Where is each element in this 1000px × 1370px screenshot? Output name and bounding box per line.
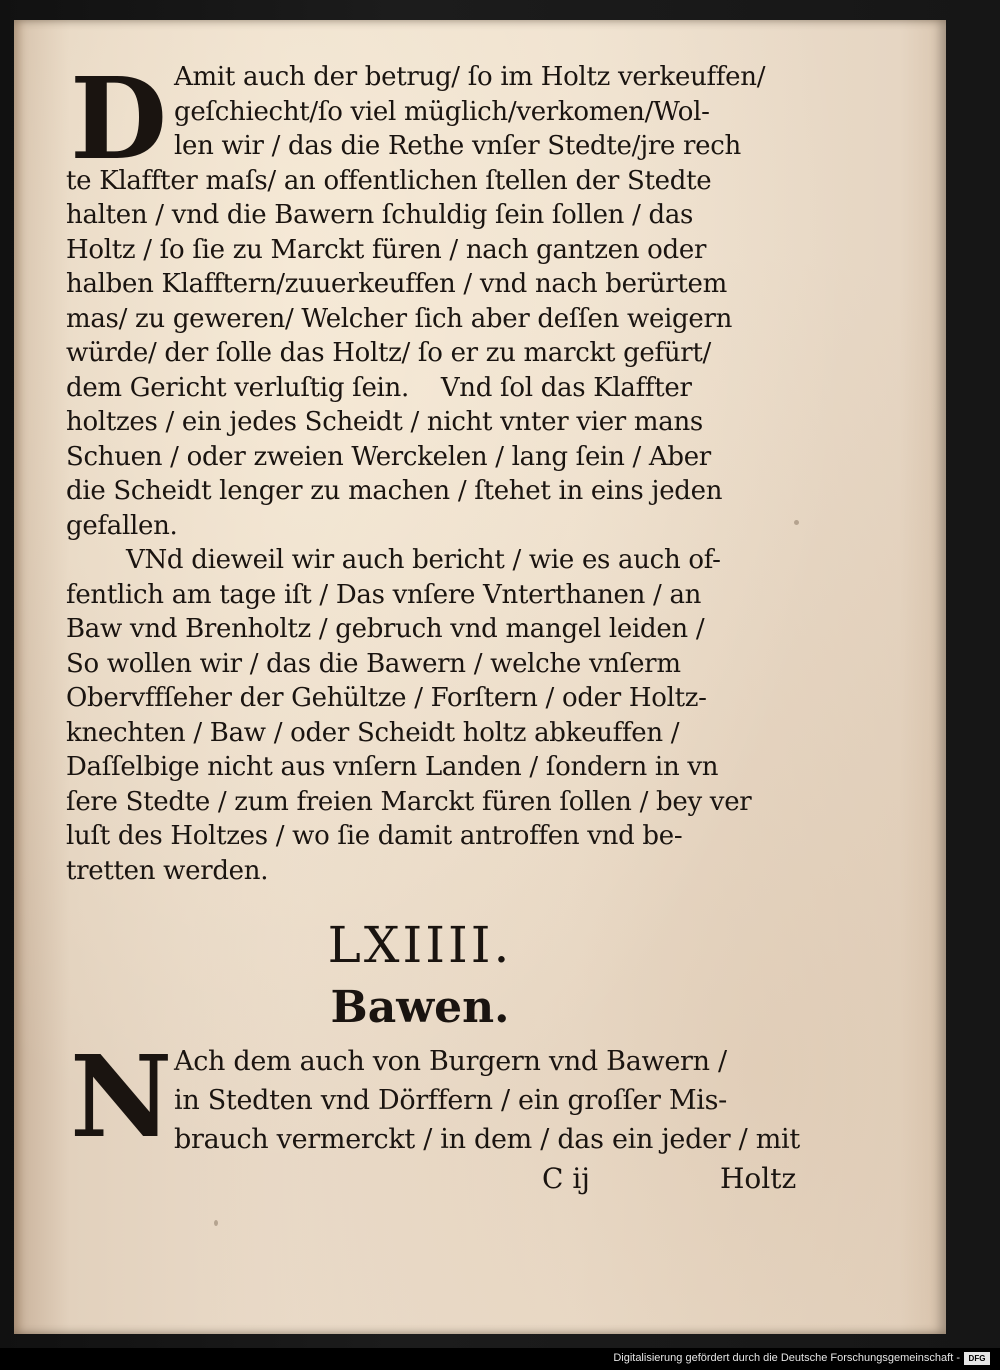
catchword: Holtz <box>720 1162 797 1195</box>
footer-bar <box>0 1348 1000 1370</box>
text-line: halten / vnd die Bawern ſchuldig ſein ſollen / das <box>66 200 694 230</box>
text-line: knechten / Baw / oder Scheidt holtz abkeuffen / <box>66 717 680 748</box>
text-line: ſere Stedte / zum freien Marckt füren ſollen / bey ver <box>66 786 752 817</box>
text-line: in Stedten vnd Dörffern / ein groſſer Mis- <box>174 1085 728 1116</box>
text-line: halben Klafftern/zuuerkeuffen / vnd nach berürtem <box>66 269 727 299</box>
text-line: Schuen / oder zweien Werckelen / lang ſein / Aber <box>66 441 711 472</box>
text-line: len wir / das die Rethe vnſer Stedte/jre rech <box>174 131 741 161</box>
text-line: Obervffſeher der Gehültze / Forſtern / oder Holtz- <box>66 683 707 713</box>
text-line: holtzes / ein jedes Scheidt / nicht vnter vier mans <box>66 407 703 437</box>
section-1-text <box>66 60 826 888</box>
funding-credit: Digitalisierung gefördert durch die Deutsche Forschungsgemeinschaft - <box>613 1352 960 1364</box>
text-line: So wollen wir / das die Bawern / welche vnſerm <box>66 648 681 679</box>
text-line: Baw vnd Brenholtz / gebruch vnd mangel leiden / <box>66 614 705 644</box>
text-line: Amit auch der betrug/ ſo im Holtz verkeuffen/ <box>174 62 766 92</box>
text-line: Ach dem auch von Burgern vnd Bawern / <box>174 1046 727 1077</box>
text-line: mas/ zu geweren/ Welcher ſich aber deſſen weigern <box>66 303 733 334</box>
text-line: fentlich am tage iſt / Das vnſere Vnterthanen / an <box>66 579 702 610</box>
text-line: tretten werden. <box>66 855 269 886</box>
text-line: Daſſelbige nicht aus vnſern Landen / ſondern in vn <box>66 752 719 782</box>
book-page <box>14 20 946 1334</box>
text-line: gefallen. <box>66 510 178 541</box>
text-line: brauch vermerckt / in dem / das ein jeder / mit <box>174 1124 800 1155</box>
signature-mark: C ij <box>542 1162 590 1195</box>
drop-cap-n-letter: N <box>70 1032 173 1163</box>
text-line: te Klaffter maſs/ an offentlichen ſtellen der Stedte <box>66 165 712 196</box>
section-3-text <box>66 1042 826 1159</box>
paragraph-2 <box>66 543 826 888</box>
dfg-logo: DFG <box>964 1352 990 1365</box>
chapter-number: LXIIII. <box>327 916 513 974</box>
chapter-title: Bawen. <box>330 982 510 1033</box>
text-line: würde/ der ſolle das Holtz/ ſo er zu marckt gefürt/ <box>66 338 712 368</box>
paragraph-1 <box>66 60 826 543</box>
text-line: geſchiecht/ſo viel müglich/verkomen/Wol- <box>174 96 710 127</box>
text-line: luſt des Holtzes / wo ſie damit antroffen vnd be- <box>66 821 683 851</box>
text-line: die Scheidt lenger zu machen / ſtehet in eins jeden <box>66 476 723 506</box>
text-line: VNd dieweil wir auch bericht / wie es auch of- <box>126 545 721 575</box>
text-line: Holtz / ſo ſie zu Marckt füren / nach gantzen oder <box>66 234 707 265</box>
drop-cap-d-letter: D <box>70 54 168 185</box>
text-line: dem Gericht verluſtig ſein. Vnd ſol das Klaffter <box>66 372 692 403</box>
